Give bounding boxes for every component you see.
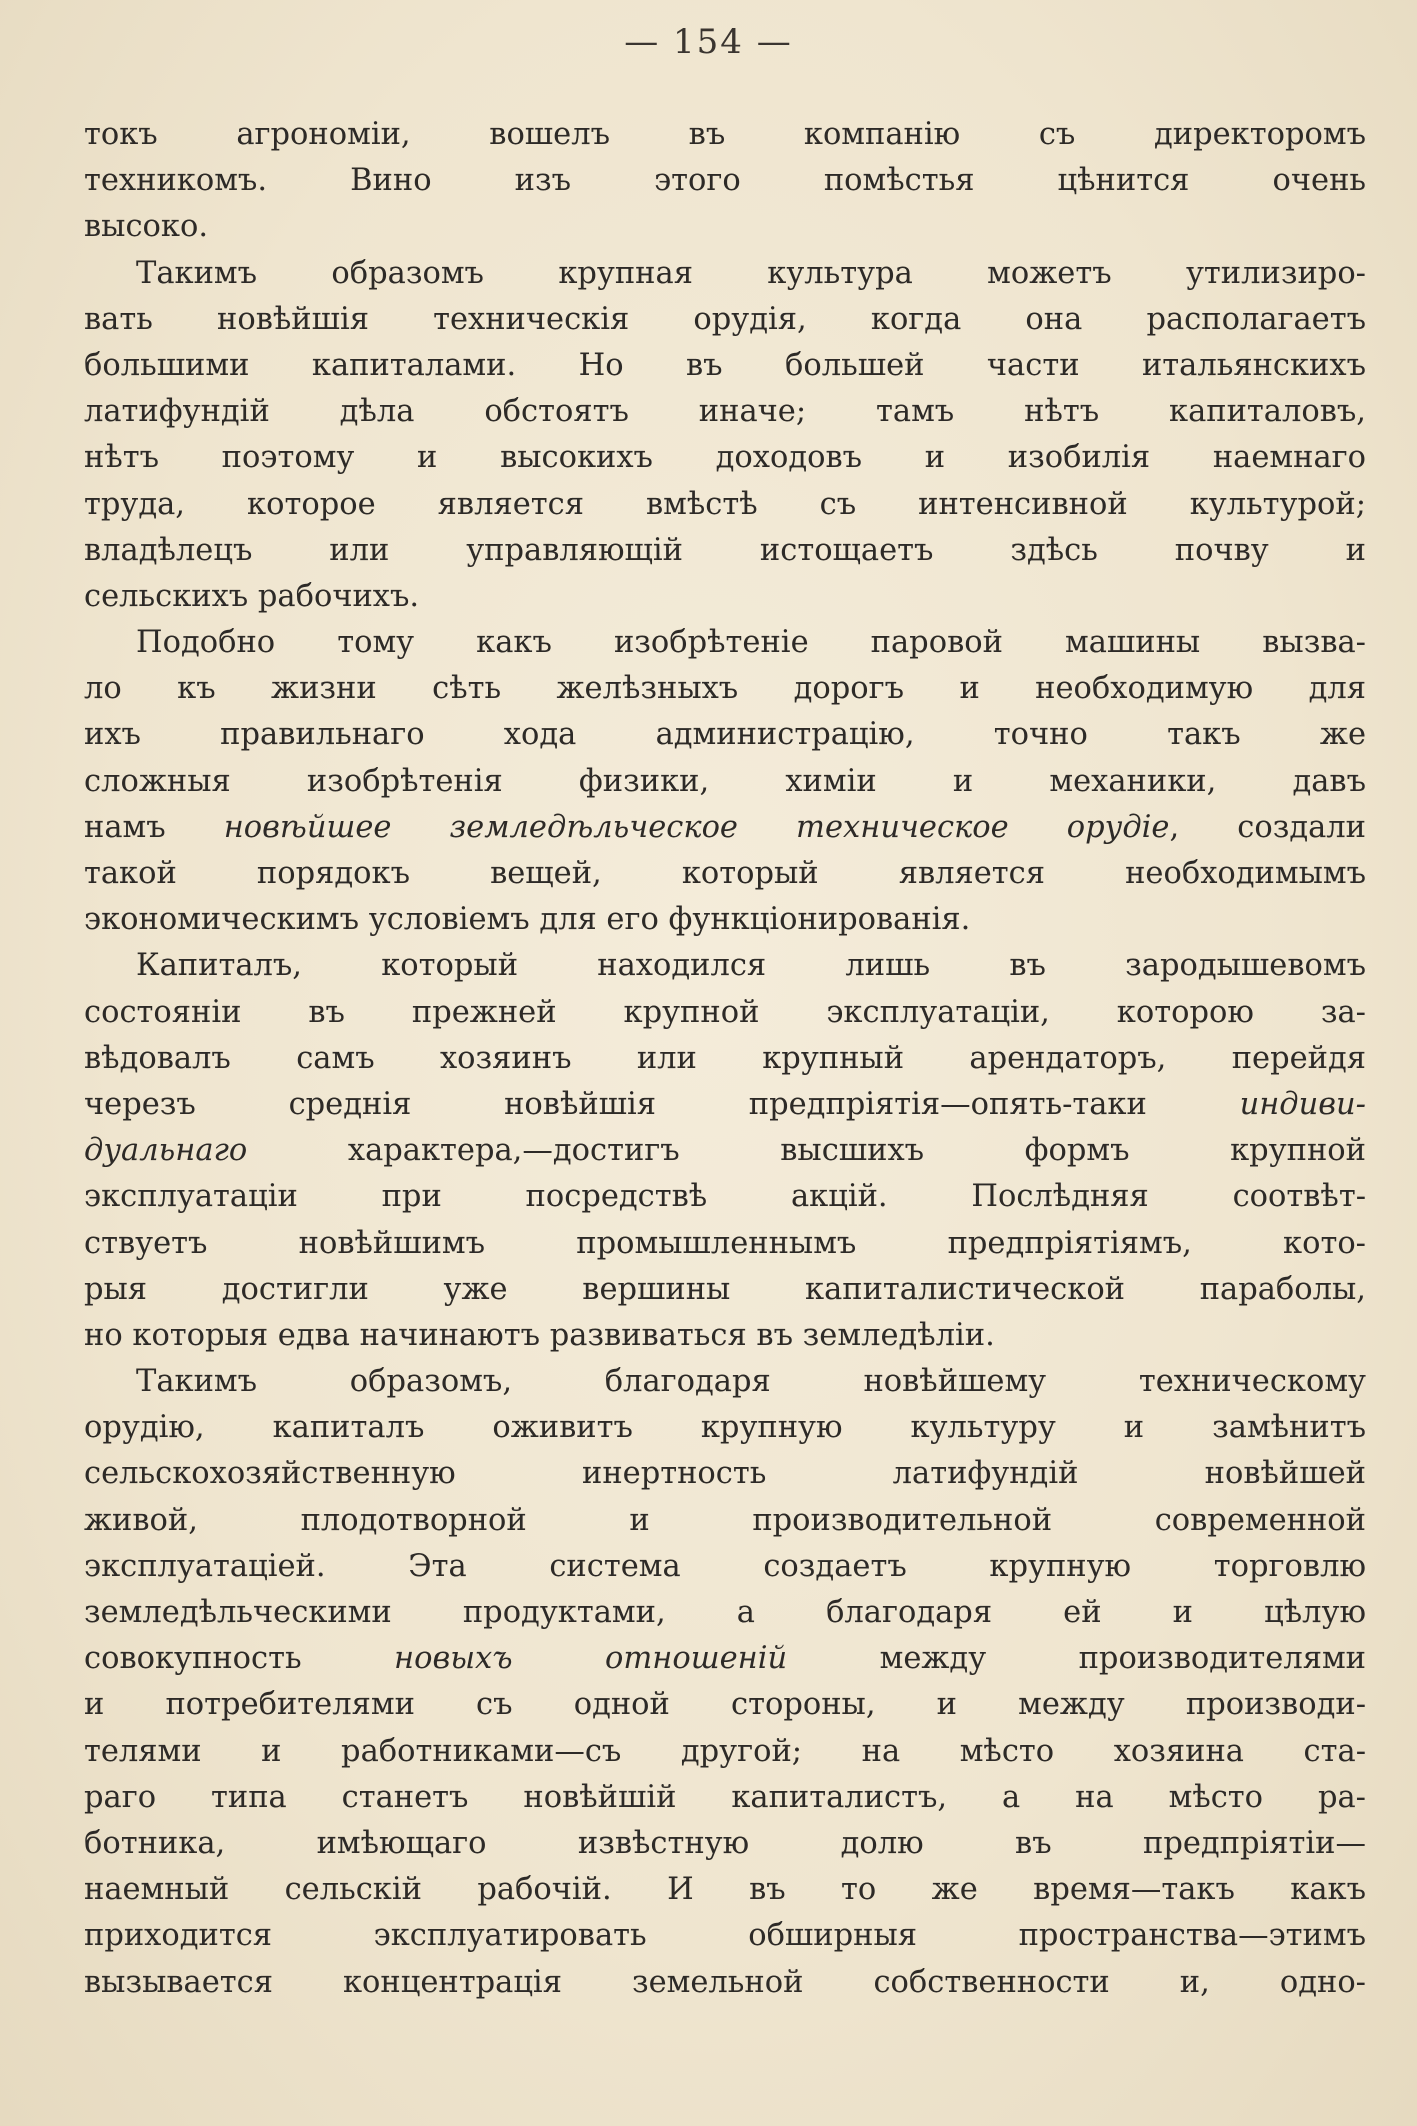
text-segment: телями и работниками—съ другой; на мѣсто хозяина ста- — [84, 1733, 1366, 1769]
text-segment: и потребителями съ одной стороны, и между производи- — [84, 1687, 1366, 1723]
text-segment: вызывается концентрація земельной собственности и, одно- — [84, 1964, 1366, 2000]
text-segment: состояніи въ прежней крупной эксплуатаціи, которою за- — [84, 994, 1366, 1030]
text-line — [84, 1590, 1366, 1636]
italic-text: новѣйшее земледѣльческое техническое орудіе — [223, 809, 1170, 845]
text-segment: Такимъ образомъ крупная культура можетъ утилизиро- — [136, 255, 1366, 291]
text-line — [84, 1174, 1366, 1220]
text-line — [84, 1960, 1366, 2006]
text-segment: Такимъ образомъ, благодаря новѣйшему техническому — [136, 1364, 1366, 1400]
text-segment: экономическимъ условіемъ для его функціонированія. — [84, 902, 971, 938]
text-segment: ботника, имѣющаго извѣстную долю въ предпріятіи— — [84, 1825, 1366, 1861]
text-line — [84, 666, 1366, 712]
text-line — [84, 990, 1366, 1036]
text-segment: техникомъ. Вино изъ этого помѣстья цѣнится очень — [84, 163, 1366, 199]
body-text — [84, 112, 1366, 2006]
text-line — [84, 1867, 1366, 1913]
text-line — [84, 1821, 1366, 1867]
text-line — [84, 1636, 1366, 1682]
page-number: — 154 — — [624, 22, 793, 62]
text-segment: эксплуатаціи при посредствѣ акцій. Послѣдняя соотвѣт- — [84, 1179, 1366, 1215]
text-line — [84, 1544, 1366, 1590]
italic-text: индиви- — [1239, 1086, 1366, 1122]
text-segment: но которыя едва начинаютъ развиваться въ земледѣліи. — [84, 1317, 995, 1353]
text-line — [84, 251, 1366, 297]
text-line — [84, 1913, 1366, 1959]
text-line — [84, 759, 1366, 805]
text-line — [84, 1128, 1366, 1174]
text-segment: владѣлецъ или управляющій истощаетъ здѣсь почву и — [84, 532, 1366, 568]
text-segment: раго типа станетъ новѣйшій капиталистъ, а на мѣсто ра- — [84, 1779, 1366, 1815]
text-segment: вать новѣйшія техническія орудія, когда она располагаетъ — [84, 301, 1366, 337]
text-line — [84, 158, 1366, 204]
text-line — [84, 435, 1366, 481]
text-segment: между производителями — [787, 1641, 1366, 1677]
text-line — [84, 112, 1366, 158]
text-line — [84, 482, 1366, 528]
text-line — [84, 943, 1366, 989]
text-segment: сельскохозяйственную инертность латифундій новѣйшей — [84, 1456, 1366, 1492]
text-line — [84, 1267, 1366, 1313]
italic-text: дуальнаго — [84, 1133, 248, 1169]
text-line — [84, 712, 1366, 758]
text-segment: ихъ правильнаго хода администрацію, точно такъ же — [84, 717, 1366, 753]
text-line — [84, 389, 1366, 435]
text-segment: большими капиталами. Но въ большей части итальянскихъ — [84, 347, 1366, 383]
text-segment: сельскихъ рабочихъ. — [84, 578, 420, 614]
text-segment: высоко. — [84, 209, 209, 245]
text-line — [84, 1775, 1366, 1821]
text-line — [84, 1313, 1366, 1359]
text-segment: такой порядокъ вещей, который является необходимымъ — [84, 856, 1366, 891]
text-segment: труда, которое является вмѣстѣ съ интенсивной культурой; — [84, 486, 1366, 522]
text-segment: рыя достигли уже вершины капиталистической параболы, — [84, 1271, 1366, 1307]
text-line — [84, 851, 1366, 897]
text-line — [84, 343, 1366, 389]
text-line — [84, 805, 1366, 851]
text-line — [84, 1405, 1366, 1451]
text-segment: токъ агрономіи, вошелъ въ компанію съ директоромъ — [84, 117, 1366, 152]
text-line — [84, 1729, 1366, 1775]
text-segment: орудію, капиталъ оживитъ крупную культуру и замѣнитъ — [84, 1410, 1366, 1446]
text-segment: Подобно тому какъ изобрѣтеніе паровой машины вызва- — [136, 625, 1366, 661]
italic-text: новыхъ отношеній — [394, 1641, 788, 1677]
text-segment: характера,—достигъ высшихъ формъ крупной — [247, 1133, 1366, 1169]
text-line — [84, 1036, 1366, 1082]
text-line — [84, 897, 1366, 943]
text-segment: живой, плодотворной и производительной современной — [84, 1502, 1366, 1538]
text-line — [84, 1451, 1366, 1497]
text-segment: намъ — [84, 809, 224, 845]
text-segment: совокупность — [84, 1641, 394, 1677]
text-line — [84, 528, 1366, 574]
text-segment: ствуетъ новѣйшимъ промышленнымъ предпріятіямъ, кото- — [84, 1225, 1366, 1261]
text-line — [84, 574, 1366, 620]
text-segment: земледѣльческими продуктами, а благодаря ей и цѣлую — [84, 1595, 1366, 1630]
text-line — [84, 297, 1366, 343]
text-segment: наемный сельскій рабочій. И въ то же время—такъ какъ — [84, 1872, 1366, 1908]
text-segment: вѣдовалъ самъ хозяинъ или крупный арендаторъ, перейдя — [84, 1040, 1366, 1076]
text-segment: нѣтъ поэтому и высокихъ доходовъ и изобилія наемнаго — [84, 440, 1366, 476]
text-segment: приходится эксплуатировать обширныя пространства—этимъ — [84, 1918, 1366, 1954]
text-segment: Капиталъ, который находился лишь въ зародышевомъ — [136, 948, 1366, 984]
text-line — [84, 1082, 1366, 1128]
text-line — [84, 204, 1366, 250]
text-segment: сложныя изобрѣтенія физики, химіи и механики, давъ — [84, 763, 1366, 799]
text-segment: эксплуатаціей. Эта система создаетъ крупную торговлю — [84, 1548, 1366, 1584]
text-segment: латифундій дѣла обстоятъ иначе; тамъ нѣтъ капиталовъ, — [84, 394, 1366, 430]
text-segment: , создали — [1169, 809, 1366, 845]
text-segment: ло къ жизни сѣть желѣзныхъ дорогъ и необходимую для — [84, 671, 1366, 707]
text-line — [84, 1359, 1366, 1405]
text-line — [84, 620, 1366, 666]
text-line — [84, 1221, 1366, 1267]
text-line — [84, 1682, 1366, 1728]
text-line — [84, 1498, 1366, 1544]
text-segment: черезъ среднія новѣйшія предпріятія—опять-таки — [84, 1086, 1240, 1122]
